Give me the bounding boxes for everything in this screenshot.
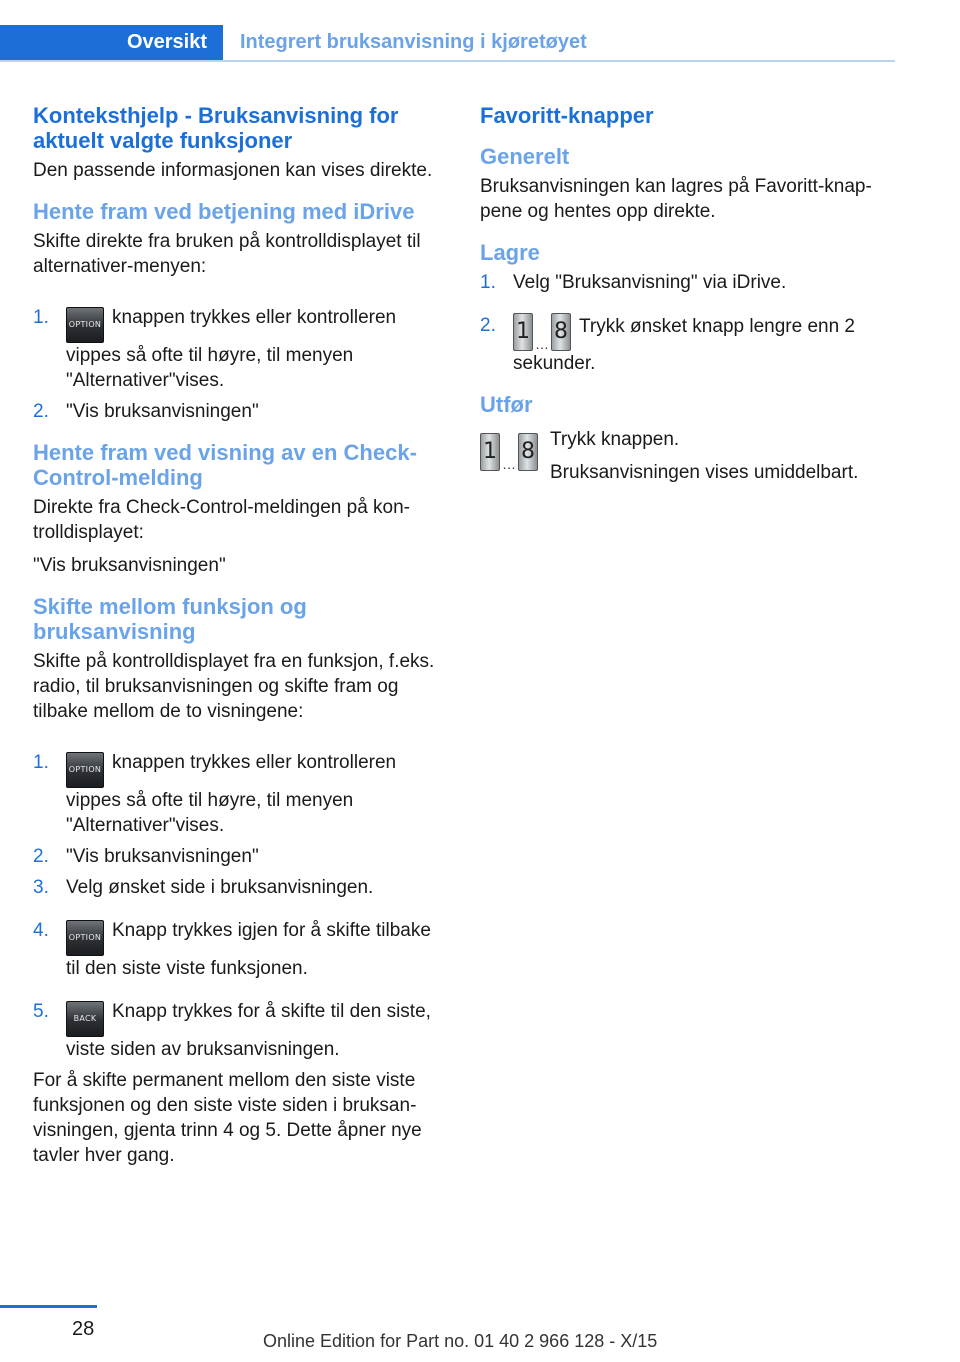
skifte-outro: For å skifte permanent mellom den siste viste funksjonen og den siste viste siden i bruksanvisningen, gjenta trinn 4 og 5. Dette åpner nye tavler hver gang.: [33, 1070, 422, 1166]
tab-oversikt[interactable]: Oversikt: [0, 25, 223, 60]
list-item: 2. "Vis bruksanvisningen": [33, 401, 259, 422]
favorite-keys-icon: 1 … 8: [480, 433, 538, 471]
option-button-icon: OPTION: [66, 920, 104, 956]
list-item: 2. "Vis bruksanvisningen": [33, 846, 259, 867]
list-item: 2. 1 … 8 Trykk ønsket knapp lengre enn 2 sekunder.: [480, 315, 855, 374]
heading-skifte: Skifte mellom funksjon og bruksanvisning: [33, 594, 307, 644]
utfor-text: [550, 427, 858, 493]
favorite-keys-icon: 1 … 8: [513, 313, 571, 351]
list-item: 5. BACK Knapp trykkes for å skifte til den siste, viste siden av bruksanvisningen.: [33, 1001, 431, 1060]
right-column: [480, 103, 892, 493]
page-number-rule: [0, 1305, 97, 1308]
option-button-icon: OPTION: [66, 307, 104, 343]
idrive-text: Skifte direkte fra bruken på kontrolldisplayet til alternativer-menyen:: [33, 231, 421, 277]
back-button-icon: BACK: [66, 1001, 104, 1037]
list-item: 4. OPTION Knapp trykkes igjen for å skifte tilbake til den siste viste funksjonen.: [33, 920, 431, 979]
page-number: 28: [72, 1318, 95, 1340]
heading-utfor: Utfør: [480, 392, 533, 417]
utfor-text-2: Bruksanvisningen vises umiddelbart.: [550, 462, 859, 483]
generelt-text: Bruksanvisningen kan lagres på Favoritt-knappene og hentes opp direkte.: [480, 176, 872, 222]
heading-generelt: Generelt: [480, 144, 570, 169]
tab-underline: [0, 60, 895, 62]
utfor-text-1: Trykk knappen.: [550, 429, 680, 450]
check-control-text: Direkte fra Check-Control-meldingen på kontrolldisplayet:: [33, 497, 410, 543]
section-title-favoritt: Favoritt-knapper: [480, 103, 654, 128]
heading-check-control: Hente fram ved visning av en Check-Control-melding: [33, 440, 417, 490]
header-tabbar: [0, 25, 895, 62]
list-item: 1. Velg "Bruksanvisning" via iDrive.: [480, 272, 787, 293]
tab-integrert-bruksanvisning[interactable]: Integrert bruksanvisning i kjøretøyet: [240, 31, 587, 53]
heading-idrive: Hente fram ved betjening med iDrive: [33, 199, 415, 224]
left-column: [33, 103, 445, 1176]
section-title-konteksthjelp: Konteksthjelp - Bruksanvisning for aktuelt valgte funksjoner: [33, 103, 399, 153]
skifte-text: Skifte på kontrolldisplayet fra en funksjon, f.eks. radio, til bruksanvisningen og skifte fram og tilbake mellom de to visningene:: [33, 651, 435, 722]
check-control-text-2: "Vis bruksanvisningen": [33, 555, 226, 576]
option-button-icon: OPTION: [66, 752, 104, 788]
list-item: 1. OPTION knappen trykkes eller kontrolleren vippes så ofte til høyre, til menyen "Alternativer"vises.: [33, 307, 397, 391]
idrive-steps: [33, 293, 445, 424]
edition-footer: Online Edition for Part no. 01 40 2 966 128 - X/15: [263, 1331, 658, 1351]
list-item: 1. OPTION knappen trykkes eller kontrolleren vippes så ofte til høyre, til menyen "Alternativer"vises.: [33, 752, 397, 836]
skifte-steps: [33, 738, 445, 1062]
list-item: 3. Velg ønsket side i bruksanvisningen.: [33, 877, 374, 898]
intro-text: Den passende informasjonen kan vises direkte.: [33, 160, 433, 181]
lagre-steps: [480, 270, 892, 376]
utfor-row: [480, 427, 892, 493]
heading-lagre: Lagre: [480, 240, 540, 265]
